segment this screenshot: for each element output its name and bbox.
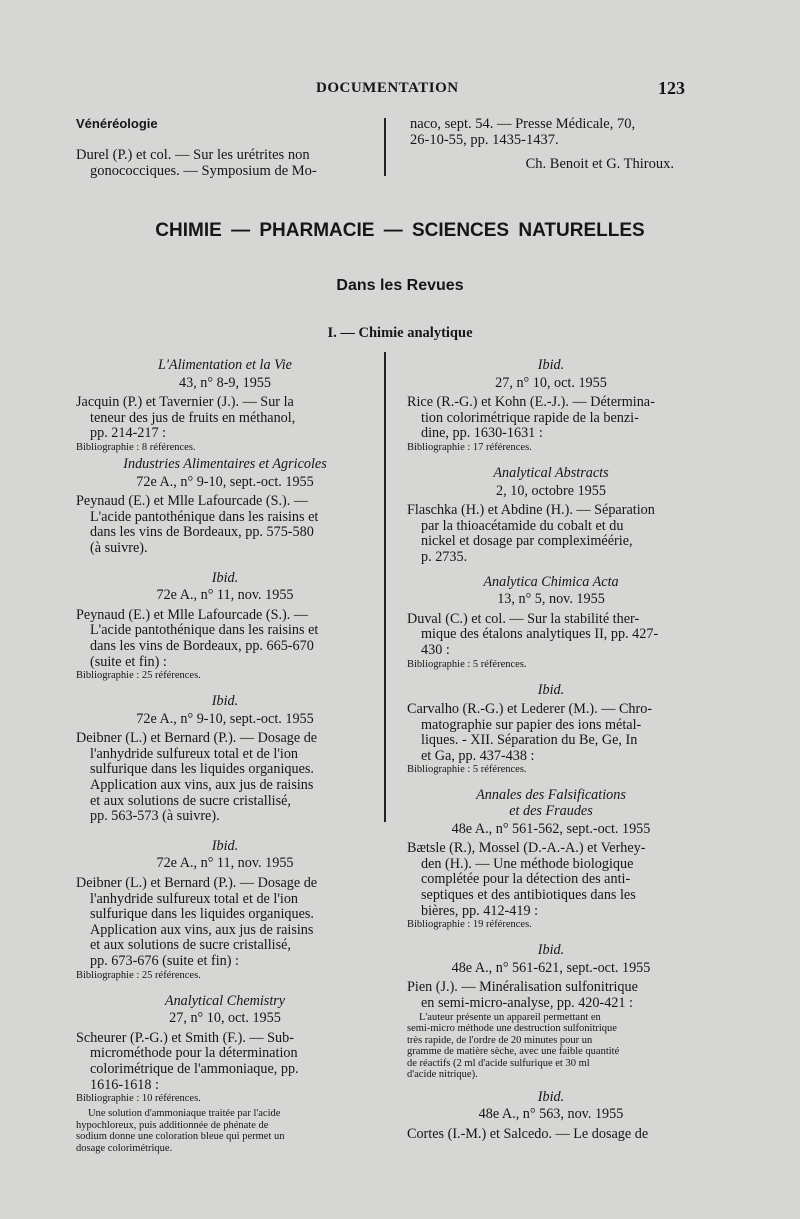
venereology-line-2: gonococciques. — Symposium de Mo- [90, 163, 317, 179]
bibliography-count: Bibliographie : 25 références. [76, 969, 201, 981]
bibliography-count: Bibliographie : 5 références. [407, 658, 527, 670]
abstract-note: de réactifs (2 ml d'acide sulfurique et 30 ml [407, 1057, 590, 1069]
reference-line: pp. 673-676 (suite et fin) : [90, 953, 239, 969]
section-title: CHIMIE — PHARMACIE — SCIENCES NATURELLES [155, 220, 645, 241]
reference-line: et aux solutions de sucre cristallisé, [90, 937, 291, 954]
page-number: 123 [658, 78, 685, 98]
journal-title: et des Fraudes [509, 803, 593, 820]
abstract-note: gramme de matière sèche, avec une faible quantité [407, 1046, 620, 1058]
journal-title: Industries Alimentaires et Agricoles [123, 455, 327, 472]
journal-issue: 72e A., n° 9-10, sept.-oct. 1955 [136, 473, 314, 490]
reference-line: Scheurer (P.-G.) et Smith (F.). — Sub- [76, 1029, 294, 1046]
venereology-line-4: 26-10-55, pp. 1435-1437. [410, 132, 559, 148]
journal-title: Ibid. [537, 942, 565, 959]
bibliography-count: Bibliographie : 19 références. [407, 919, 532, 931]
journal-title: Ibid. [211, 569, 239, 586]
reference-line: (suite et fin) : [90, 653, 167, 670]
reference-line: Deibner (L.) et Bernard (P.). — Dosage de [76, 730, 318, 747]
journal-issue: 48e A., n° 561-562, sept.-oct. 1955 [451, 820, 651, 837]
signature: Ch. Benoit et G. Thiroux. [525, 156, 674, 172]
journal-issue: 13, n° 5, nov. 1955 [497, 591, 605, 608]
journal-title: Ibid. [211, 837, 239, 854]
abstract-note: Une solution d'ammoniaque traitée par l'acide [88, 1108, 281, 1120]
reference-line: nickel et dosage par compleximéérie, [421, 533, 633, 550]
reference-line: 1616-1618 : [90, 1076, 159, 1093]
reference-line: pp. 214-217 : [90, 425, 167, 442]
bibliography-count: Bibliographie : 17 références. [407, 441, 532, 453]
abstract-note: L'auteur présente un appareil permettant en [419, 1011, 601, 1023]
reference-line: Peynaud (E.) et Mlle Lafourcade (S.). — [76, 493, 309, 510]
journal-issue: 48e A., n° 561-621, sept.-oct. 1955 [451, 959, 651, 976]
reference-line: den (H.). — Une méthode biologique [421, 855, 634, 872]
venereology-note [76, 116, 372, 179]
reference-line: Application aux vins, aux jus de raisins [90, 921, 314, 938]
reference-line: mique des étalons analytiques II, pp. 427- [421, 626, 659, 643]
reference-line: Jacquin (P.) et Tavernier (J.). — Sur la [76, 394, 294, 411]
journal-issue: 43, n° 8-9, 1955 [179, 374, 271, 391]
reference-line: par la thioacétamide du cobalt et du [421, 517, 624, 534]
abstract-note: semi-micro méthode une destruction sulfonitrique [407, 1023, 617, 1035]
journal-issue: 48e A., n° 563, nov. 1955 [478, 1106, 624, 1123]
reference-line: sulfurique dans les liquides organiques. [90, 906, 314, 923]
journal-issue: 27, n° 10, oct. 1955 [169, 1010, 281, 1027]
bibliography-count: Bibliographie : 25 références. [76, 670, 201, 682]
column-divider [384, 352, 386, 822]
reference-line: septiques et des antibiotiques dans les [421, 887, 636, 904]
journal-title: Annales des Falsifications [476, 787, 626, 804]
reference-line: l'anhydride sulfureux total et de l'ion [90, 890, 299, 907]
venereology-line-1: Durel (P.) et col. — Sur les urétrites non [76, 147, 310, 163]
reference-line: colorimétrique de l'ammoniaque, pp. [90, 1060, 299, 1077]
journal-issue: 72e A., n° 9-10, sept.-oct. 1955 [136, 710, 314, 727]
abstract-note: sodium donne une coloration bleue qui permet un [76, 1131, 285, 1143]
reference-line: pp. 563-573 (à suivre). [90, 808, 220, 825]
journal-title: Analytica Chimica Acta [483, 573, 619, 590]
left-column [76, 358, 374, 1154]
running-header: DOCUMENTATION [316, 80, 459, 96]
reference-line: p. 2735. [421, 548, 468, 565]
reference-line: Duval (C.) et col. — Sur la stabilité ther- [407, 610, 640, 627]
reference-line: Rice (R.-G.) et Kohn (E.-J.). — Détermina- [407, 394, 655, 411]
reference-line: 430 : [421, 641, 450, 658]
reference-line: tion colorimétrique rapide de la benzi- [421, 409, 639, 426]
reference-line: bières, pp. 412-419 : [421, 902, 539, 919]
reference-line: l'anhydride sulfureux total et de l'ion [90, 745, 299, 762]
reference-line: en semi-micro-analyse, pp. 420-421 : [421, 995, 633, 1011]
journal-title: Ibid. [537, 681, 565, 698]
bibliography-count: Bibliographie : 8 références. [76, 441, 196, 453]
journal-title: Ibid. [211, 693, 239, 710]
journal-issue: 72e A., n° 11, nov. 1955 [156, 855, 294, 872]
reference-line: matographie sur papier des ions métal- [421, 716, 642, 733]
abstract-note: d'acide nitrique). [407, 1069, 478, 1081]
subsection-title: Dans les Revues [336, 277, 464, 294]
roman-heading: I. — Chimie analytique [327, 325, 473, 341]
reference-line: Carvalho (R.-G.) et Lederer (M.). — Chro- [407, 701, 653, 718]
journal-issue: 72e A., n° 11, nov. 1955 [156, 587, 294, 604]
reference-line: Peynaud (E.) et Mlle Lafourcade (S.). — [76, 606, 309, 623]
journal-title: Analytical Abstracts [493, 464, 609, 481]
journal-title: Analytical Chemistry [164, 992, 286, 1009]
reference-line: L'acide pantothénique dans les raisins et [90, 508, 319, 525]
journal-issue: 27, n° 10, oct. 1955 [495, 374, 607, 391]
abstract-note: dosage colorimétrique. [76, 1142, 173, 1154]
venereology-note-continued [410, 116, 696, 172]
reference-line: Application aux vins, aux jus de raisins [90, 777, 314, 794]
reference-line: complétée pour la détection des anti- [421, 871, 631, 888]
abstract-note: hypochloreux, puis additionnée de phénate de [76, 1119, 269, 1131]
bibliography-count: Bibliographie : 10 références. [76, 1093, 201, 1105]
journal-title: Ibid. [537, 1088, 565, 1105]
reference-line: teneur des jus de fruits en méthanol, [90, 409, 296, 426]
reference-line: Deibner (L.) et Bernard (P.). — Dosage de [76, 875, 318, 892]
right-column [407, 358, 695, 1142]
reference-line: et aux solutions de sucre cristallisé, [90, 792, 291, 809]
journal-title: Ibid. [537, 357, 565, 373]
column-divider-top [384, 118, 386, 176]
reference-line: (à suivre). [90, 539, 148, 556]
reference-line: et Ga, pp. 437-438 : [421, 747, 535, 764]
venereology-line-3: naco, sept. 54. — Presse Médicale, 70, [410, 116, 636, 132]
reference-line: microméthode pour la détermination [90, 1045, 298, 1062]
reference-line: sulfurique dans les liquides organiques. [90, 761, 314, 778]
reference-line: liques. - XII. Séparation du Be, Ge, In [421, 732, 638, 749]
reference-line: Flaschka (H.) et Abdine (H.). — Séparation [407, 502, 655, 519]
reference-line: dans les vins de Bordeaux, pp. 665-670 [90, 637, 314, 654]
abstract-note: très rapide, de l'ordre de 20 minutes pour un [407, 1034, 593, 1046]
journal-issue: 2, 10, octobre 1955 [496, 482, 606, 499]
reference-line: Pien (J.). — Minéralisation sulfonitrique [407, 979, 638, 996]
reference-line: Cortes (I.-M.) et Salcedo. — Le dosage de [407, 1125, 649, 1142]
reference-line: L'acide pantothénique dans les raisins et [90, 622, 319, 639]
reference-line: dine, pp. 1630-1631 : [421, 425, 543, 442]
venereology-heading: Vénéréologie [76, 116, 158, 131]
journal-title: L'Alimentation et la Vie [158, 357, 292, 373]
bibliography-count: Bibliographie : 5 références. [407, 764, 527, 776]
reference-line: Bætsle (R.), Mossel (D.-A.-A.) et Verhey- [407, 840, 646, 857]
reference-line: dans les vins de Bordeaux, pp. 575-580 [90, 524, 314, 541]
